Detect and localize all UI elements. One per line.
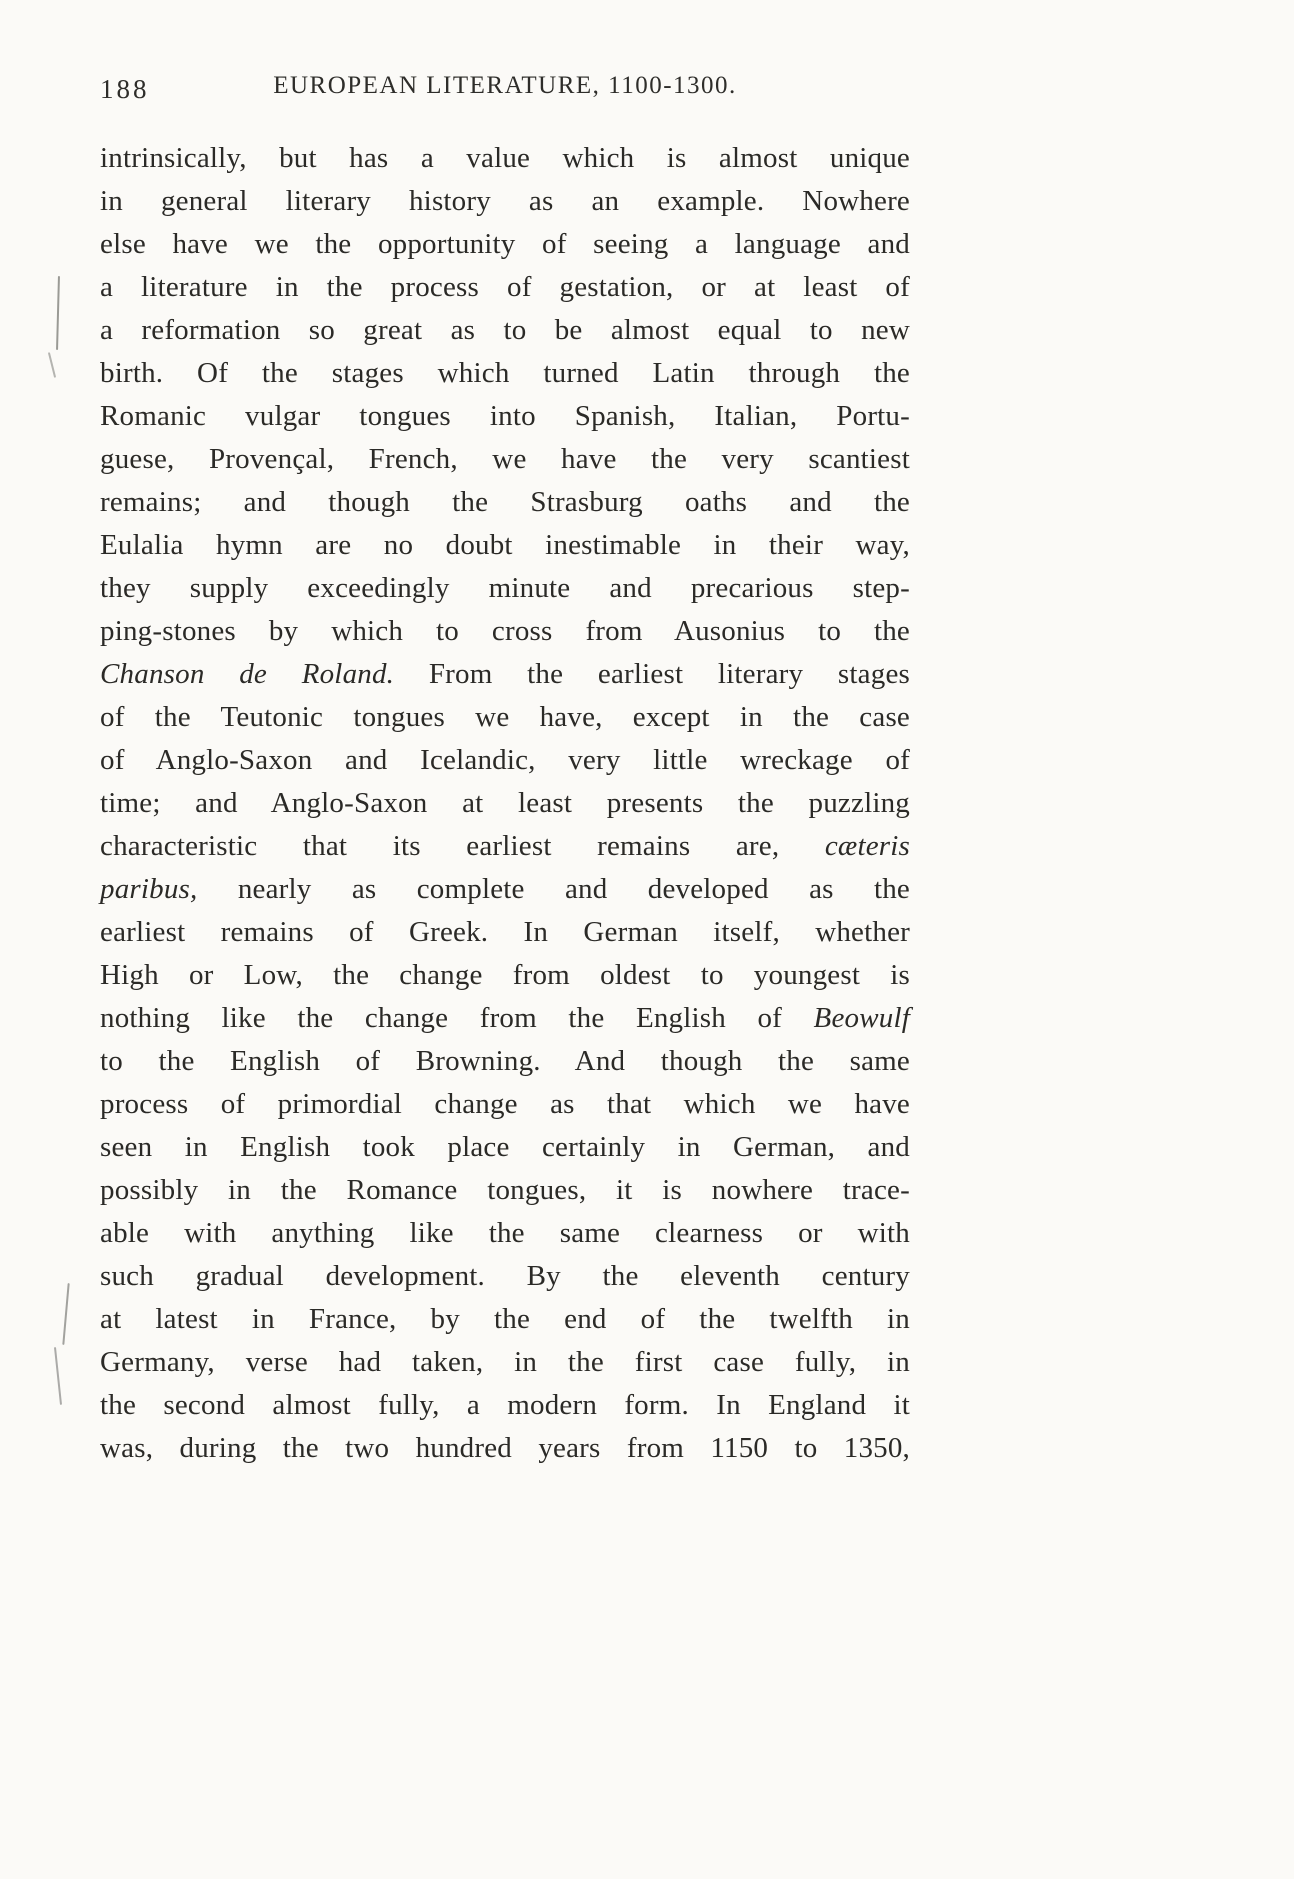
- text-line: [100, 954, 910, 997]
- margin-mark: [48, 352, 56, 378]
- text-line: [100, 1040, 910, 1083]
- text-run: High or Low, the change from oldest to youngest is: [100, 959, 910, 991]
- text-run: Eulalia hymn are no doubt inestimable in their way,: [100, 529, 910, 561]
- text-line: [100, 1427, 910, 1470]
- text-line: [100, 739, 910, 782]
- text-run: intrinsically, but has a value which is almost unique: [100, 142, 910, 174]
- text-run: such gradual development. By the eleventh century: [100, 1260, 910, 1292]
- text-run: ping-stones by which to cross from Ausonius to the: [100, 615, 910, 647]
- italic-phrase: paribus,: [100, 873, 198, 905]
- text-block: [100, 137, 910, 1470]
- text-run: a reformation so great as to be almost equal to new: [100, 314, 910, 346]
- text-line: [100, 223, 910, 266]
- margin-mark: [54, 1347, 62, 1405]
- text-run: seen in English took place certainly in German, and: [100, 1131, 910, 1163]
- text-run: possibly in the Romance tongues, it is nowhere trace-: [100, 1174, 910, 1206]
- text-run: nearly as complete and developed as the: [197, 873, 910, 905]
- page-number: 188: [100, 74, 150, 104]
- text-run: able with anything like the same clearness or with: [100, 1217, 910, 1249]
- text-line: [100, 352, 910, 395]
- text-run: time; and Anglo-Saxon at least presents the puzzling: [100, 787, 910, 819]
- text-run: remains; and though the Strasburg oaths and the: [100, 486, 910, 518]
- margin-mark: [62, 1283, 69, 1345]
- text-line: [100, 1083, 910, 1126]
- text-line: [100, 1298, 910, 1341]
- text-run: else have we the opportunity of seeing a language and: [100, 228, 910, 260]
- text-line: [100, 1212, 910, 1255]
- text-line: [100, 825, 910, 868]
- text-line: [100, 1126, 910, 1169]
- text-run: of the Teutonic tongues we have, except in the case: [100, 701, 910, 733]
- text-line: [100, 1341, 910, 1384]
- text-run: to the English of Browning. And though the same: [100, 1045, 910, 1077]
- margin-mark: [56, 276, 60, 350]
- text-run: the second almost fully, a modern form. In England it: [100, 1389, 910, 1421]
- text-run: characteristic that its earliest remains are,: [100, 830, 825, 862]
- text-line: [100, 438, 910, 481]
- text-line: [100, 911, 910, 954]
- text-run: they supply exceedingly minute and precarious step-: [100, 572, 910, 604]
- running-header: EUROPEAN LITERATURE, 1100-1300.: [273, 72, 737, 99]
- text-line: [100, 266, 910, 309]
- text-run: Romanic vulgar tongues into Spanish, Italian, Portu-: [100, 400, 910, 432]
- text-line: [100, 868, 910, 911]
- text-run: From the earliest literary stages: [394, 658, 911, 690]
- text-run: a literature in the process of gestation, or at least of: [100, 271, 910, 303]
- text-run: was, during the two hundred years from 1150 to 1350,: [100, 1432, 910, 1464]
- text-run: Germany, verse had taken, in the first case fully, in: [100, 1346, 910, 1378]
- text-run: of Anglo-Saxon and Icelandic, very little wreckage of: [100, 744, 910, 776]
- text-line: [100, 782, 910, 825]
- text-run: nothing like the change from the English of: [100, 1002, 814, 1034]
- text-line: [100, 997, 910, 1040]
- text-line: [100, 696, 910, 739]
- text-line: [100, 309, 910, 352]
- text-line: [100, 653, 910, 696]
- text-run: at latest in France, by the end of the twelfth in: [100, 1303, 910, 1335]
- italic-phrase: Beowulf: [813, 1002, 910, 1034]
- text-run: earliest remains of Greek. In German itself, whether: [100, 916, 910, 948]
- text-line: [100, 1169, 910, 1212]
- text-run: guese, Provençal, French, we have the very scantiest: [100, 443, 910, 475]
- text-line: [100, 524, 910, 567]
- text-line: [100, 180, 910, 223]
- text-line: [100, 1255, 910, 1298]
- text-line: [100, 610, 910, 653]
- page-header: [100, 72, 910, 106]
- text-run: process of primordial change as that which we have: [100, 1088, 910, 1120]
- text-line: [100, 481, 910, 524]
- text-line: [100, 395, 910, 438]
- text-line: [100, 137, 910, 180]
- text-run: in general literary history as an example. Nowhere: [100, 185, 910, 217]
- text-line: [100, 567, 910, 610]
- text-run: birth. Of the stages which turned Latin through the: [100, 357, 910, 389]
- italic-phrase: cæteris: [824, 830, 910, 862]
- text-line: [100, 1384, 910, 1427]
- italic-phrase: Chanson de Roland.: [100, 658, 395, 690]
